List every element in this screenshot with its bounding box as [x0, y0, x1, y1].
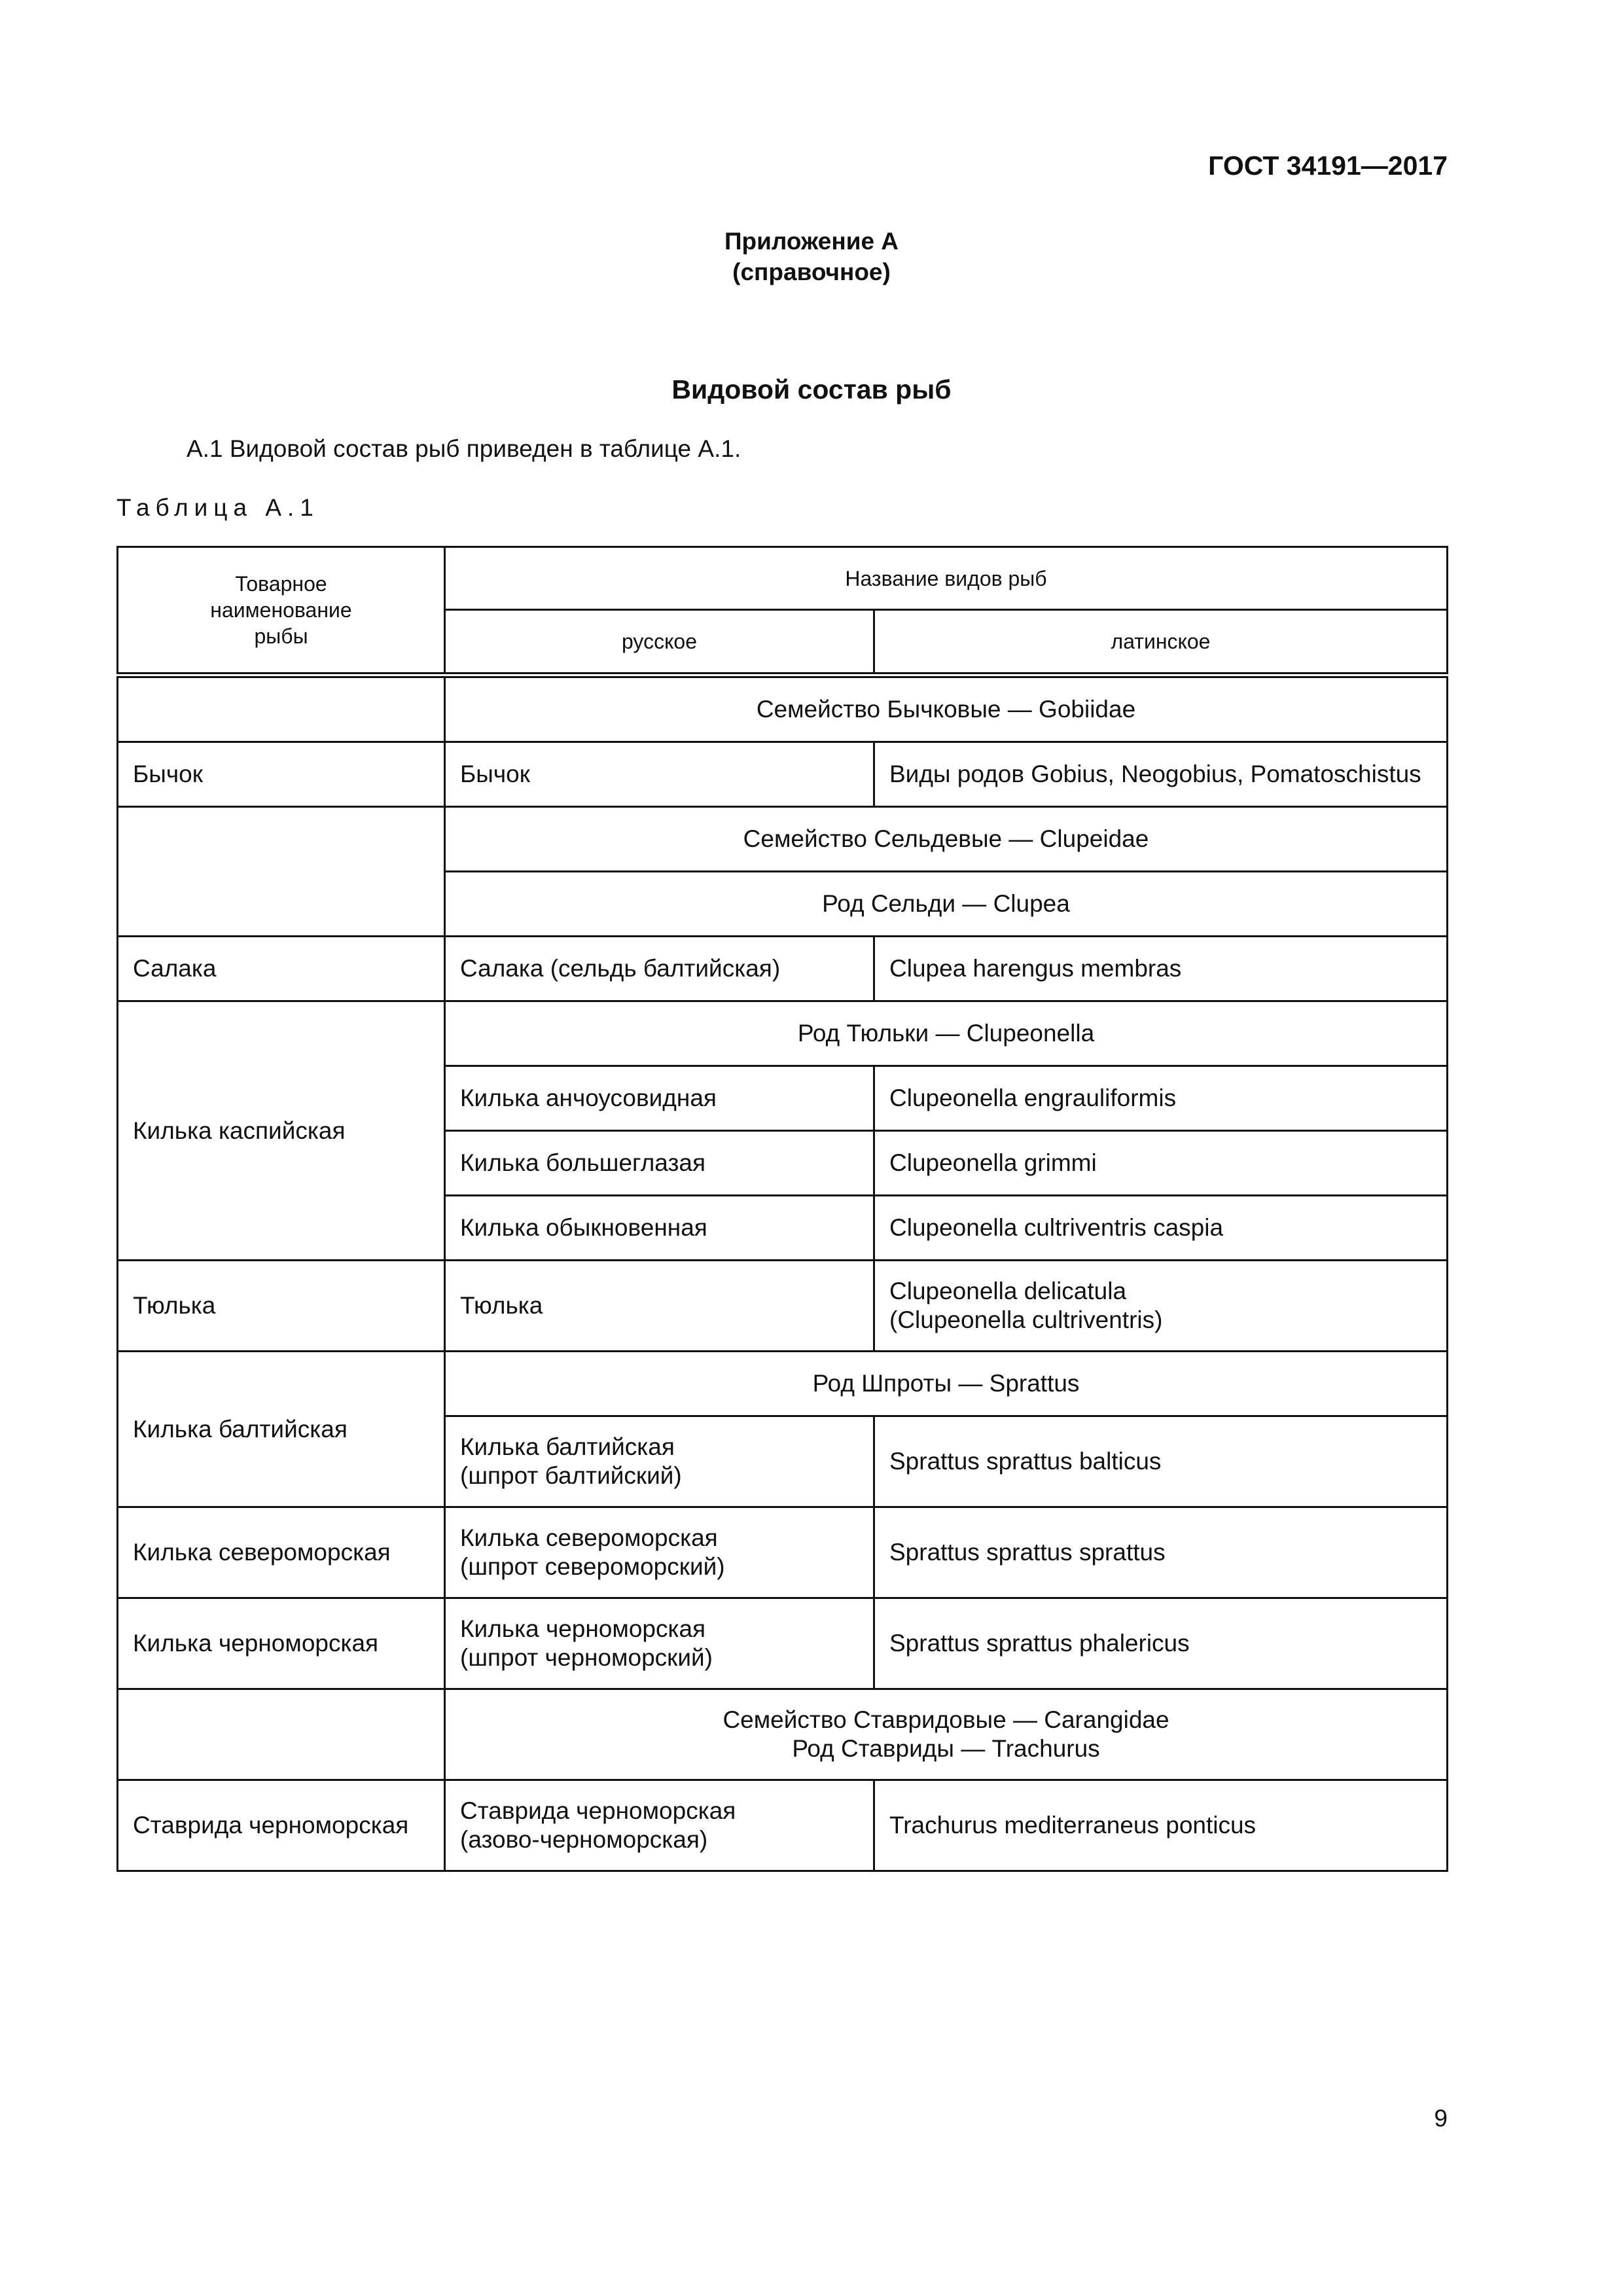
cell-russian-name [445, 1598, 874, 1689]
genus-trachurus: Род Ставриды — Trachurus [792, 1735, 1100, 1762]
cell-commercial-name: Салака [118, 937, 445, 1001]
genus-clupea: Род Сельди — Clupea [445, 872, 1448, 937]
cell-line: Килька североморская [460, 1524, 718, 1551]
cell-line: (шпрот балтийский) [460, 1462, 682, 1489]
table-caption: Таблица А.1 [116, 494, 319, 521]
cell-russian-name [445, 1507, 874, 1598]
cell-russian-name [445, 1416, 874, 1507]
table-row [118, 675, 1448, 742]
cell-commercial-name: Килька североморская [118, 1507, 445, 1598]
cell-commercial-name: Ставрида черноморская [118, 1780, 445, 1871]
table-row [118, 1780, 1448, 1871]
cell-russian-name: Килька большеглазая [445, 1131, 874, 1196]
cell-line: (шпрот североморский) [460, 1553, 725, 1580]
family-clupeidae: Семейство Сельдевые — Clupeidae [445, 807, 1448, 872]
header-species-names: Название видов рыб [445, 547, 1448, 610]
cell-commercial-name: Килька каспийская [118, 1001, 445, 1261]
table-row [118, 807, 1448, 872]
cell-line: Килька черноморская [460, 1615, 706, 1642]
appendix-heading [0, 226, 1623, 287]
header-latin: латинское [874, 610, 1448, 675]
cell-latin-name: Trachurus mediterraneus ponticus [874, 1780, 1448, 1871]
cell-commercial-name: Тюлька [118, 1261, 445, 1352]
cell-latin-name: Clupeonella engrauliformis [874, 1066, 1448, 1131]
document-code: ГОСТ 34191—2017 [1208, 151, 1448, 181]
page-number: 9 [1434, 2105, 1448, 2132]
cell-commercial-name: Килька балтийская [118, 1352, 445, 1507]
table-row [118, 1352, 1448, 1416]
genus-sprattus: Род Шпроты — Sprattus [445, 1352, 1448, 1416]
table-row [118, 1689, 1448, 1780]
cell-latin-name: Sprattus sprattus phalericus [874, 1598, 1448, 1689]
cell-latin-name: Clupeonella grimmi [874, 1131, 1448, 1196]
cell-russian-name: Тюлька [445, 1261, 874, 1352]
header-russian: русское [445, 610, 874, 675]
table-row [118, 1261, 1448, 1352]
cell-latin-name: Sprattus sprattus sprattus [874, 1507, 1448, 1598]
cell-russian-name: Салака (сельдь балтийская) [445, 937, 874, 1001]
table-cell-empty [118, 807, 445, 937]
genus-clupeonella: Род Тюльки — Clupeonella [445, 1001, 1448, 1066]
table-cell-empty [118, 1689, 445, 1780]
family-line: Семейство Ставридовые — Carangidae [722, 1706, 1169, 1733]
cell-line: (Clupeonella cultriventris) [889, 1306, 1163, 1333]
cell-line: (шпрот черноморский) [460, 1644, 713, 1671]
cell-line: Килька балтийская [460, 1433, 675, 1460]
table-row [118, 937, 1448, 1001]
cell-latin-name: Clupea harengus membras [874, 937, 1448, 1001]
cell-latin-name: Sprattus sprattus balticus [874, 1416, 1448, 1507]
table-cell-empty [118, 675, 445, 742]
table-row [118, 1598, 1448, 1689]
cell-latin-name [874, 1261, 1448, 1352]
cell-line: Ставрида черноморская [460, 1797, 736, 1824]
fish-species-table [116, 546, 1448, 1872]
cell-line: Clupeonella delicatula [889, 1278, 1127, 1304]
cell-line: (азово-черноморская) [460, 1826, 708, 1853]
table-row [118, 742, 1448, 807]
cell-russian-name: Килька анчоусовидная [445, 1066, 874, 1131]
appendix-title: Приложение А [724, 228, 899, 255]
table-row [118, 1001, 1448, 1066]
cell-russian-name [445, 1780, 874, 1871]
appendix-subtitle: (справочное) [732, 259, 891, 285]
table-row [118, 1507, 1448, 1598]
section-title: Видовой состав рыб [671, 374, 952, 404]
intro-paragraph: А.1 Видовой состав рыб приведен в таблице А.1. [187, 435, 741, 462]
header-commercial-name: Товарное наименование рыбы [118, 547, 445, 675]
cell-latin-name: Clupeonella cultriventris caspia [874, 1196, 1448, 1261]
cell-russian-name: Бычок [445, 742, 874, 807]
cell-commercial-name: Килька черноморская [118, 1598, 445, 1689]
family-carangidae [445, 1689, 1448, 1780]
cell-russian-name: Килька обыкновенная [445, 1196, 874, 1261]
cell-latin-name: Виды родов Gobius, Neogobius, Pomatoschistus [874, 742, 1448, 807]
family-gobiidae: Семейство Бычковые — Gobiidae [445, 675, 1448, 742]
cell-commercial-name: Бычок [118, 742, 445, 807]
